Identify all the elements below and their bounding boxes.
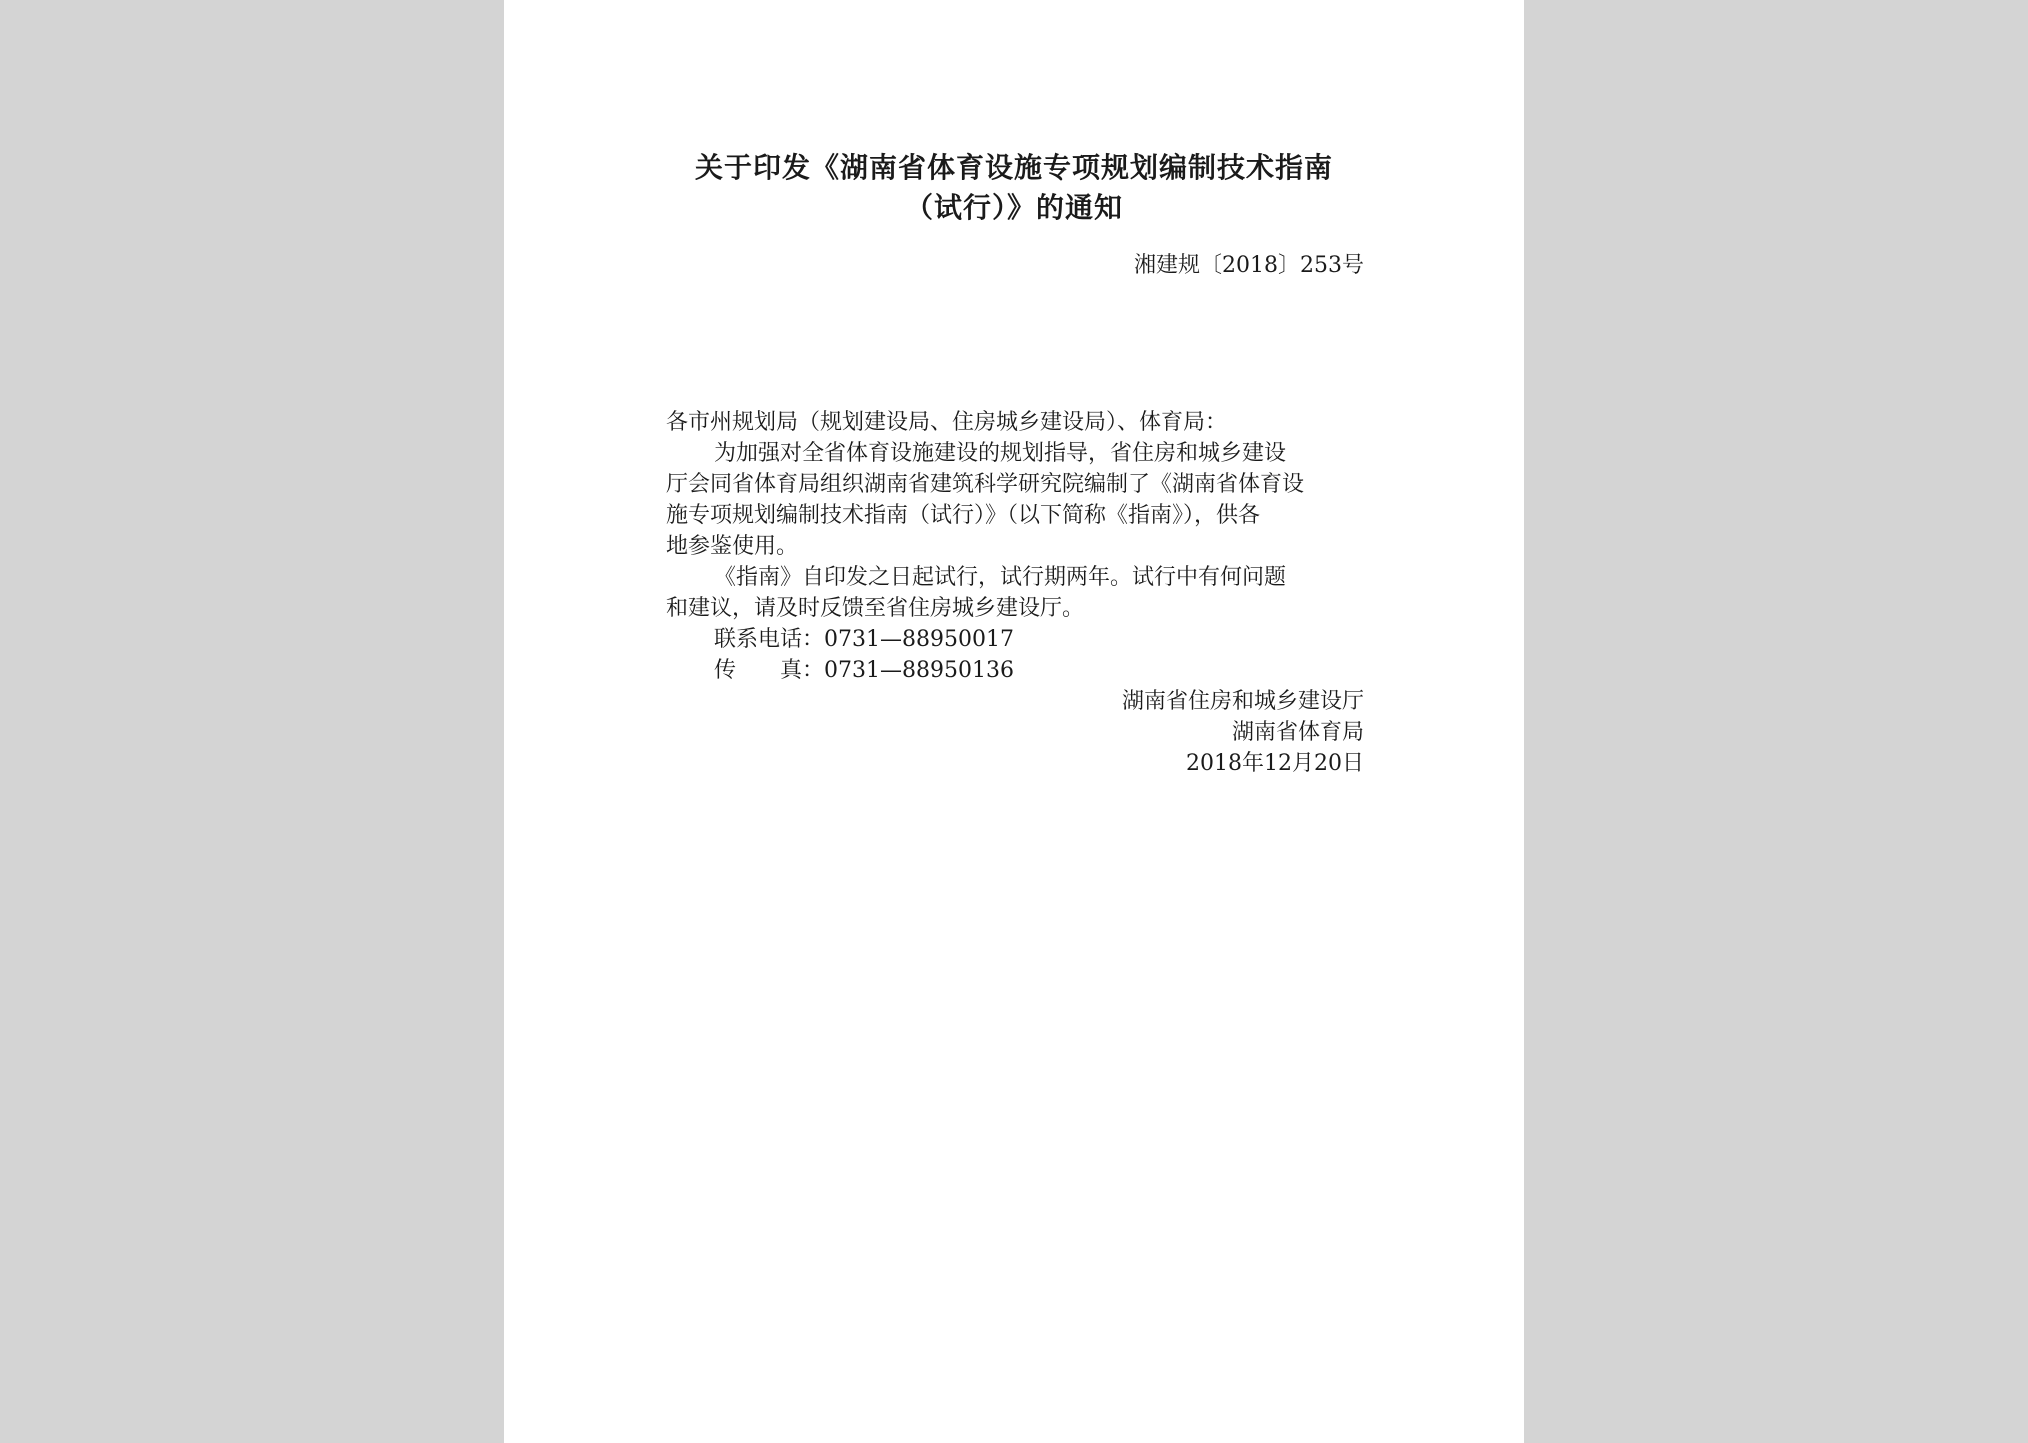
signature-org-1: 湖南省住房和城乡建设厅	[1121, 689, 1364, 714]
signature-org-2: 湖南省体育局	[1231, 720, 1364, 745]
contact-fax	[714, 655, 1014, 686]
phone-number: 0731—88950017	[824, 627, 1014, 652]
document-number: 湘建规〔2018〕253号	[1134, 253, 1364, 278]
fax-label-part-1: 传	[714, 658, 737, 683]
phone-label: 联系电话：	[714, 627, 825, 652]
paragraph-1-line-4: 地参鉴使用。	[666, 534, 799, 559]
paragraph-1-line-3: 施专项规划编制技术指南（试行）》（以下简称《指南》），供各	[666, 503, 1261, 528]
fax-number: 0731—88950136	[824, 658, 1014, 683]
paragraph-1-line-1: 为加强对全省体育设施建设的规划指导，省住房和城乡建设	[714, 441, 1287, 466]
paragraph-1-line-2: 厅会同省体育局组织湖南省建筑科学研究院编制了《湖南省体育设	[666, 472, 1305, 497]
paragraph-2-line-1: 《指南》自印发之日起试行，试行期两年。试行中有何问题	[714, 565, 1287, 590]
document-title-line-2: （试行）》的通知	[904, 191, 1123, 224]
fax-label-part-2: 真：	[780, 658, 825, 683]
addressee: 各市州规划局（规划建设局、住房城乡建设局）、体育局：	[666, 410, 1228, 435]
contact-phone	[714, 624, 1014, 655]
paragraph-2-line-2: 和建议，请及时反馈至省住房城乡建设厅。	[666, 596, 1085, 621]
signature-date: 2018年12月20日	[1186, 751, 1364, 776]
document-title-line-1: 关于印发《湖南省体育设施专项规划编制技术指南	[694, 151, 1333, 184]
document-page	[504, 0, 1524, 1443]
